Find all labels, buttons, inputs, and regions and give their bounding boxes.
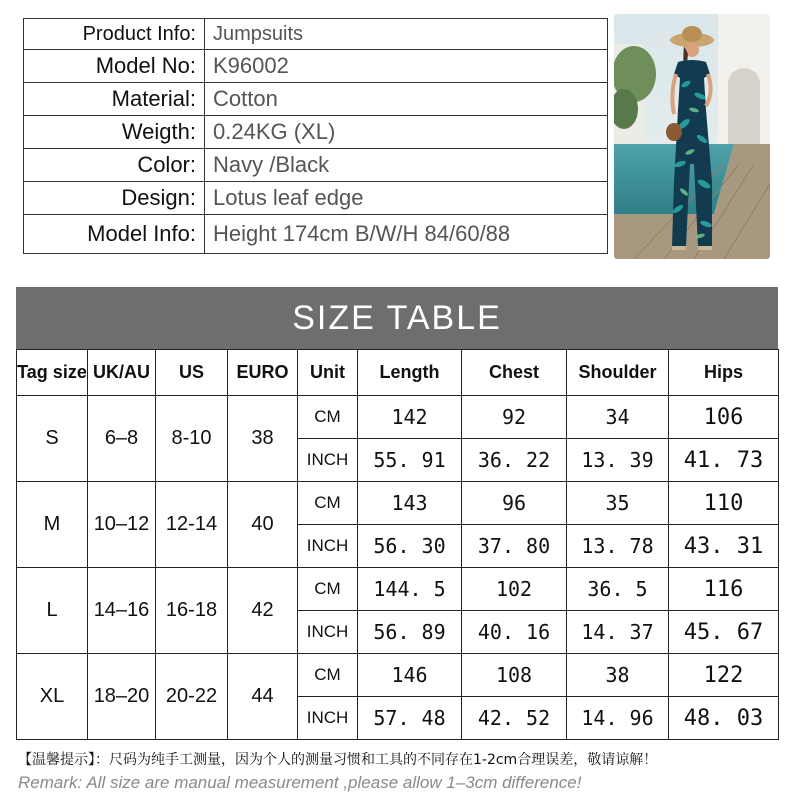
length-cell: 57. 48 xyxy=(358,697,462,740)
info-row-model-info xyxy=(24,215,608,254)
header-uk-au: UK/AU xyxy=(88,350,156,396)
hips-cell: 43. 31 xyxy=(669,525,779,568)
chest-cell: 96 xyxy=(462,482,567,525)
length-cell: 56. 30 xyxy=(358,525,462,568)
header-tag-size: Tag size xyxy=(17,350,88,396)
unit-cell: INCH xyxy=(298,439,358,482)
info-value: Jumpsuits xyxy=(205,19,608,50)
size-table-title: SIZE TABLE xyxy=(16,287,778,349)
size-table xyxy=(16,349,779,740)
shoulder-cell: 14. 37 xyxy=(567,611,669,654)
shoulder-cell: 34 xyxy=(567,396,669,439)
tag-size-cell: S xyxy=(17,396,88,482)
shoulder-cell: 14. 96 xyxy=(567,697,669,740)
tag-size-cell: XL xyxy=(17,654,88,740)
euro-cell: 38 xyxy=(228,396,298,482)
length-cell: 55. 91 xyxy=(358,439,462,482)
unit-cell: CM xyxy=(298,482,358,525)
length-cell: 144. 5 xyxy=(358,568,462,611)
hips-cell: 45. 67 xyxy=(669,611,779,654)
hips-cell: 106 xyxy=(669,396,779,439)
hips-cell: 48. 03 xyxy=(669,697,779,740)
hips-cell: 41. 73 xyxy=(669,439,779,482)
chest-cell: 36. 22 xyxy=(462,439,567,482)
header-shoulder: Shoulder xyxy=(567,350,669,396)
euro-cell: 44 xyxy=(228,654,298,740)
header-hips: Hips xyxy=(669,350,779,396)
header-length: Length xyxy=(358,350,462,396)
us-cell: 20-22 xyxy=(156,654,228,740)
info-label: Model No: xyxy=(24,50,205,83)
table-row xyxy=(17,568,779,611)
info-row-color xyxy=(24,149,608,182)
model-photo-icon xyxy=(614,14,770,259)
info-value: K96002 xyxy=(205,50,608,83)
table-row xyxy=(17,654,779,697)
info-label: Product Info: xyxy=(24,19,205,50)
header-euro: EURO xyxy=(228,350,298,396)
unit-cell: INCH xyxy=(298,697,358,740)
uk-au-cell: 10–12 xyxy=(88,482,156,568)
chest-cell: 102 xyxy=(462,568,567,611)
length-cell: 142 xyxy=(358,396,462,439)
info-value: Lotus leaf edge xyxy=(205,182,608,215)
chest-cell: 42. 52 xyxy=(462,697,567,740)
info-value: Cotton xyxy=(205,83,608,116)
shoulder-cell: 13. 78 xyxy=(567,525,669,568)
unit-cell: CM xyxy=(298,568,358,611)
tag-size-cell: L xyxy=(17,568,88,654)
header-us: US xyxy=(156,350,228,396)
measurement-remark: Remark: All size are manual measurement ,please allow 1–3cm difference! xyxy=(18,773,582,792)
size-table-header xyxy=(17,350,779,396)
length-cell: 143 xyxy=(358,482,462,525)
length-cell: 56. 89 xyxy=(358,611,462,654)
measurement-note-chinese: 【温馨提示】：尺码为纯手工测量，因为个人的测量习惯和工具的不同存在1-2cm合理误差，敬请谅解！ xyxy=(18,752,658,768)
chest-cell: 40. 16 xyxy=(462,611,567,654)
shoulder-cell: 13. 39 xyxy=(567,439,669,482)
unit-cell: CM xyxy=(298,654,358,697)
uk-au-cell: 18–20 xyxy=(88,654,156,740)
hips-cell: 116 xyxy=(669,568,779,611)
euro-cell: 40 xyxy=(228,482,298,568)
info-value: Height 174cm B/W/H 84/60/88 xyxy=(205,215,608,254)
info-label: Material: xyxy=(24,83,205,116)
us-cell: 16-18 xyxy=(156,568,228,654)
product-info-table xyxy=(23,18,608,254)
unit-cell: CM xyxy=(298,396,358,439)
shoulder-cell: 36. 5 xyxy=(567,568,669,611)
us-cell: 12-14 xyxy=(156,482,228,568)
unit-cell: INCH xyxy=(298,525,358,568)
info-label: Model Info: xyxy=(24,215,205,254)
chest-cell: 37. 80 xyxy=(462,525,567,568)
euro-cell: 42 xyxy=(228,568,298,654)
table-row xyxy=(17,396,779,439)
unit-cell: INCH xyxy=(298,611,358,654)
header-chest: Chest xyxy=(462,350,567,396)
model-photo xyxy=(614,14,770,259)
tag-size-cell: M xyxy=(17,482,88,568)
info-label: Weigth: xyxy=(24,116,205,149)
info-row-design xyxy=(24,182,608,215)
chest-cell: 92 xyxy=(462,396,567,439)
info-row-model-no xyxy=(24,50,608,83)
shoulder-cell: 35 xyxy=(567,482,669,525)
uk-au-cell: 6–8 xyxy=(88,396,156,482)
hips-cell: 122 xyxy=(669,654,779,697)
header-unit: Unit xyxy=(298,350,358,396)
info-label: Design: xyxy=(24,182,205,215)
uk-au-cell: 14–16 xyxy=(88,568,156,654)
shoulder-cell: 38 xyxy=(567,654,669,697)
table-row xyxy=(17,482,779,525)
chest-cell: 108 xyxy=(462,654,567,697)
info-label: Color: xyxy=(24,149,205,182)
length-cell: 146 xyxy=(358,654,462,697)
hips-cell: 110 xyxy=(669,482,779,525)
info-row-material xyxy=(24,83,608,116)
info-row-weight xyxy=(24,116,608,149)
info-row-product xyxy=(24,19,608,50)
info-value: Navy /Black xyxy=(205,149,608,182)
info-value: 0.24KG (XL) xyxy=(205,116,608,149)
us-cell: 8-10 xyxy=(156,396,228,482)
